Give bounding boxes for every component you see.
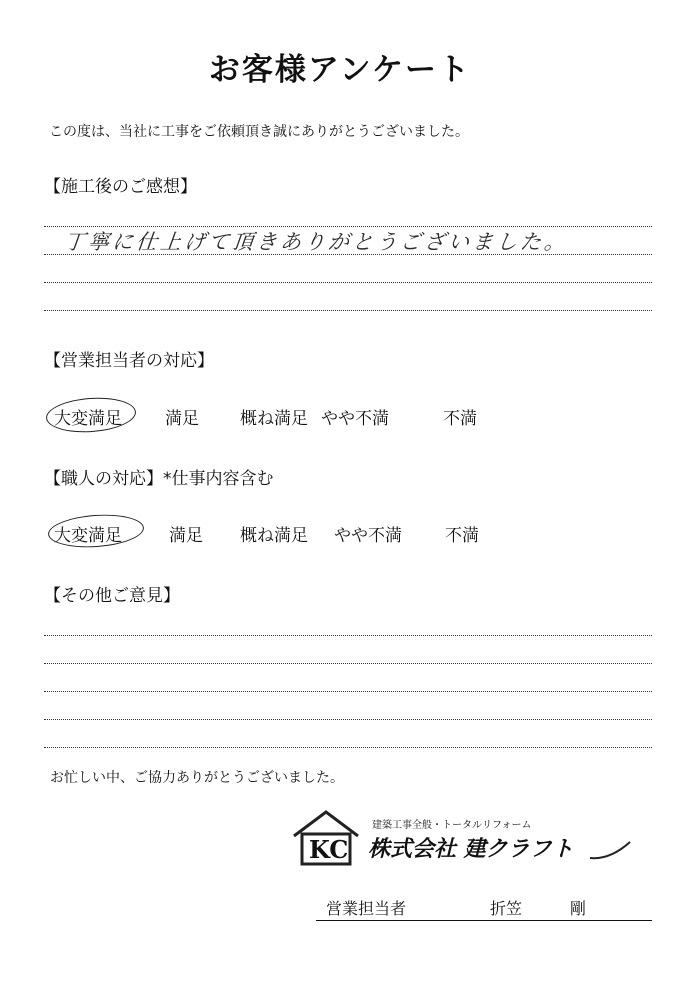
ruled-line [44,635,652,636]
representative-given-name: 剛 [570,899,587,918]
selection-circle [47,512,145,551]
craftsman-heading-group [44,464,274,489]
rating-option-satisfied[interactable]: 満足 [169,526,203,546]
logo-mark: KC [309,835,349,864]
rating-option-mostly-satisfied[interactable]: 概ね満足 [240,526,308,546]
selection-circle [45,395,137,435]
rating-option-satisfied[interactable]: 満足 [165,409,199,429]
rating-option-somewhat-dissatisfied[interactable]: やや不満 [334,526,402,546]
impression-answer: 丁寧に仕上げて頂きありがとうございました。 [62,230,570,254]
rating-option-somewhat-dissatisfied[interactable]: やや不満 [321,409,389,429]
other-heading: 【その他ご意見】 [44,586,180,606]
intro-text: この度は、当社に工事をご依頼頂き誠にありがとうございました。 [49,124,469,140]
ruled-line [44,719,652,720]
ruled-line [44,663,652,664]
craftsman-heading: 【職人の対応】 [44,469,163,489]
logo-swoosh [590,842,630,858]
rating-option-very-satisfied[interactable]: 大変満足 [54,409,122,429]
page-title: お客様アンケート [208,52,472,88]
ruled-line [44,310,652,311]
rating-option-mostly-satisfied[interactable]: 概ね満足 [240,409,308,429]
closing-text: お忙しい中、ご協力ありがとうございました。 [50,770,344,786]
sales-heading: 【営業担当者の対応】 [44,351,214,371]
impression-heading: 【施工後のご感想】 [44,177,197,197]
rating-option-dissatisfied[interactable]: 不満 [445,526,479,546]
ruled-line [44,691,652,692]
craftsman-note: *仕事内容含む [163,469,274,489]
company-logo [290,806,635,870]
ruled-line [44,254,652,255]
representative-surname: 折笠 [490,899,523,918]
ruled-line [44,282,652,283]
company-tagline: 建築工事全般・トータルリフォーム [372,820,532,831]
representative-label: 営業担当者 [326,899,407,918]
rating-option-dissatisfied[interactable]: 不満 [443,409,477,429]
ruled-line [44,747,652,748]
rating-option-very-satisfied[interactable]: 大変満足 [54,526,122,546]
company-name: 株式会社 建クラフト [368,837,574,862]
ruled-line [44,226,652,227]
representative-line [316,894,652,921]
